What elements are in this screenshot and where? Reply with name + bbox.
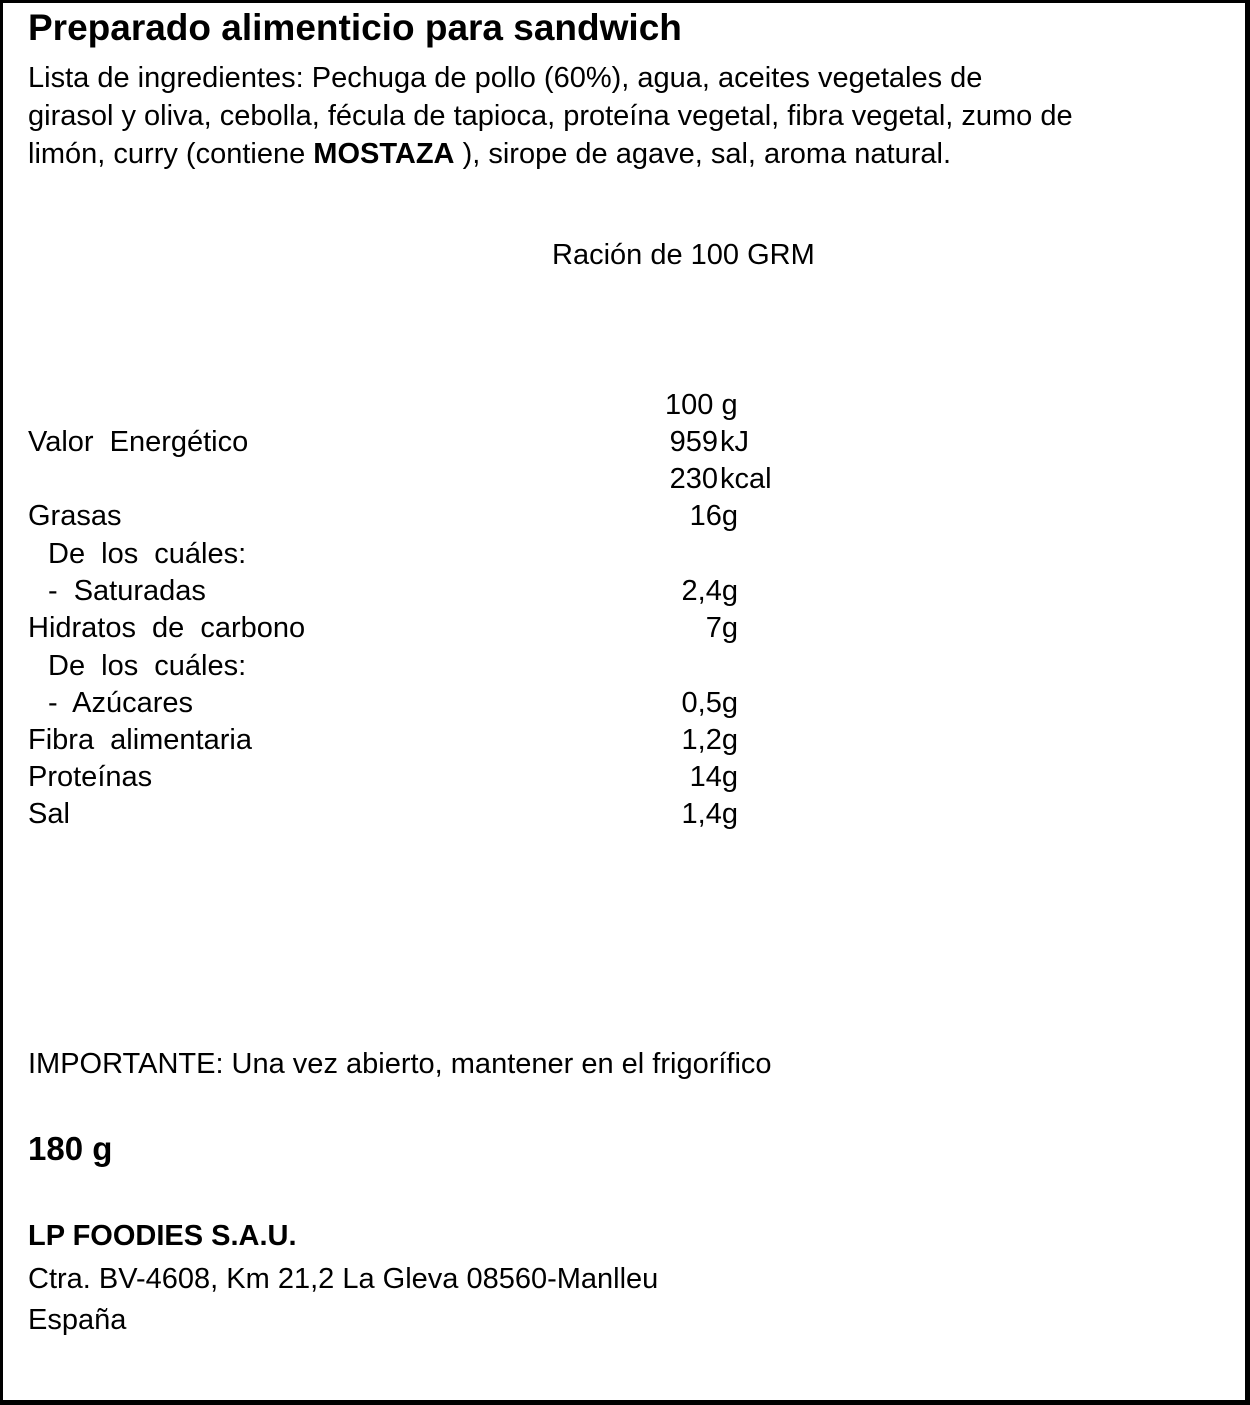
protein-label: Proteínas <box>28 761 153 793</box>
ingredients-list <box>28 59 1073 173</box>
salt-label: Sal <box>28 798 70 830</box>
sugars-value: 0,5g <box>681 687 738 719</box>
product-title: Preparado alimenticio para sandwich <box>28 7 682 48</box>
storage-note: IMPORTANTE: Una vez abierto, mantener en el frigorífico <box>28 1048 772 1080</box>
energy-kj-value: 959 <box>669 426 718 458</box>
ingredients-line-3 <box>28 135 1073 173</box>
energy-kcal-unit: kcal <box>720 463 772 495</box>
fibre-value: 1,2g <box>681 724 738 756</box>
ingredients-line-1: Lista de ingredientes: Pechuga de pollo (60%), agua, aceites vegetales de <box>28 62 983 94</box>
sugars-label: - Azúcares <box>48 687 193 719</box>
nutrition-column-header: 100 g <box>665 389 738 421</box>
company-country: España <box>28 1304 127 1336</box>
saturated-label: - Saturadas <box>48 575 206 607</box>
energy-label: Valor Energético <box>28 426 249 458</box>
saturated-value: 2,4g <box>681 575 738 607</box>
fibre-label: Fibra alimentaria <box>28 724 252 756</box>
fat-value: 16g <box>689 500 738 532</box>
company-name: LP FOODIES S.A.U. <box>28 1220 297 1252</box>
allergen-mustard: MOSTAZA <box>313 138 455 170</box>
ingredients-line-3-pre: limón, curry (contiene <box>28 138 314 170</box>
energy-kj-unit: kJ <box>720 426 749 458</box>
serving-size: Ración de 100 GRM <box>552 239 815 271</box>
salt-value: 1,4g <box>681 798 738 830</box>
energy-kcal-value: 230 <box>669 463 718 495</box>
fat-of-which-label: De los cuáles: <box>48 538 247 570</box>
company-address: Ctra. BV-4608, Km 21,2 La Gleva 08560-Manlleu <box>28 1263 659 1295</box>
ingredients-line-2: girasol y oliva, cebolla, fécula de tapioca, proteína vegetal, fibra vegetal, zumo de <box>28 100 1073 132</box>
fat-label: Grasas <box>28 500 122 532</box>
net-weight: 180 g <box>28 1130 113 1167</box>
carbs-label: Hidratos de carbono <box>28 612 306 644</box>
carbs-of-which-label: De los cuáles: <box>48 650 247 682</box>
ingredients-line-3-post: ), sirope de agave, sal, aroma natural. <box>454 138 951 170</box>
carbs-value: 7g <box>705 612 738 644</box>
protein-value: 14g <box>689 761 738 793</box>
